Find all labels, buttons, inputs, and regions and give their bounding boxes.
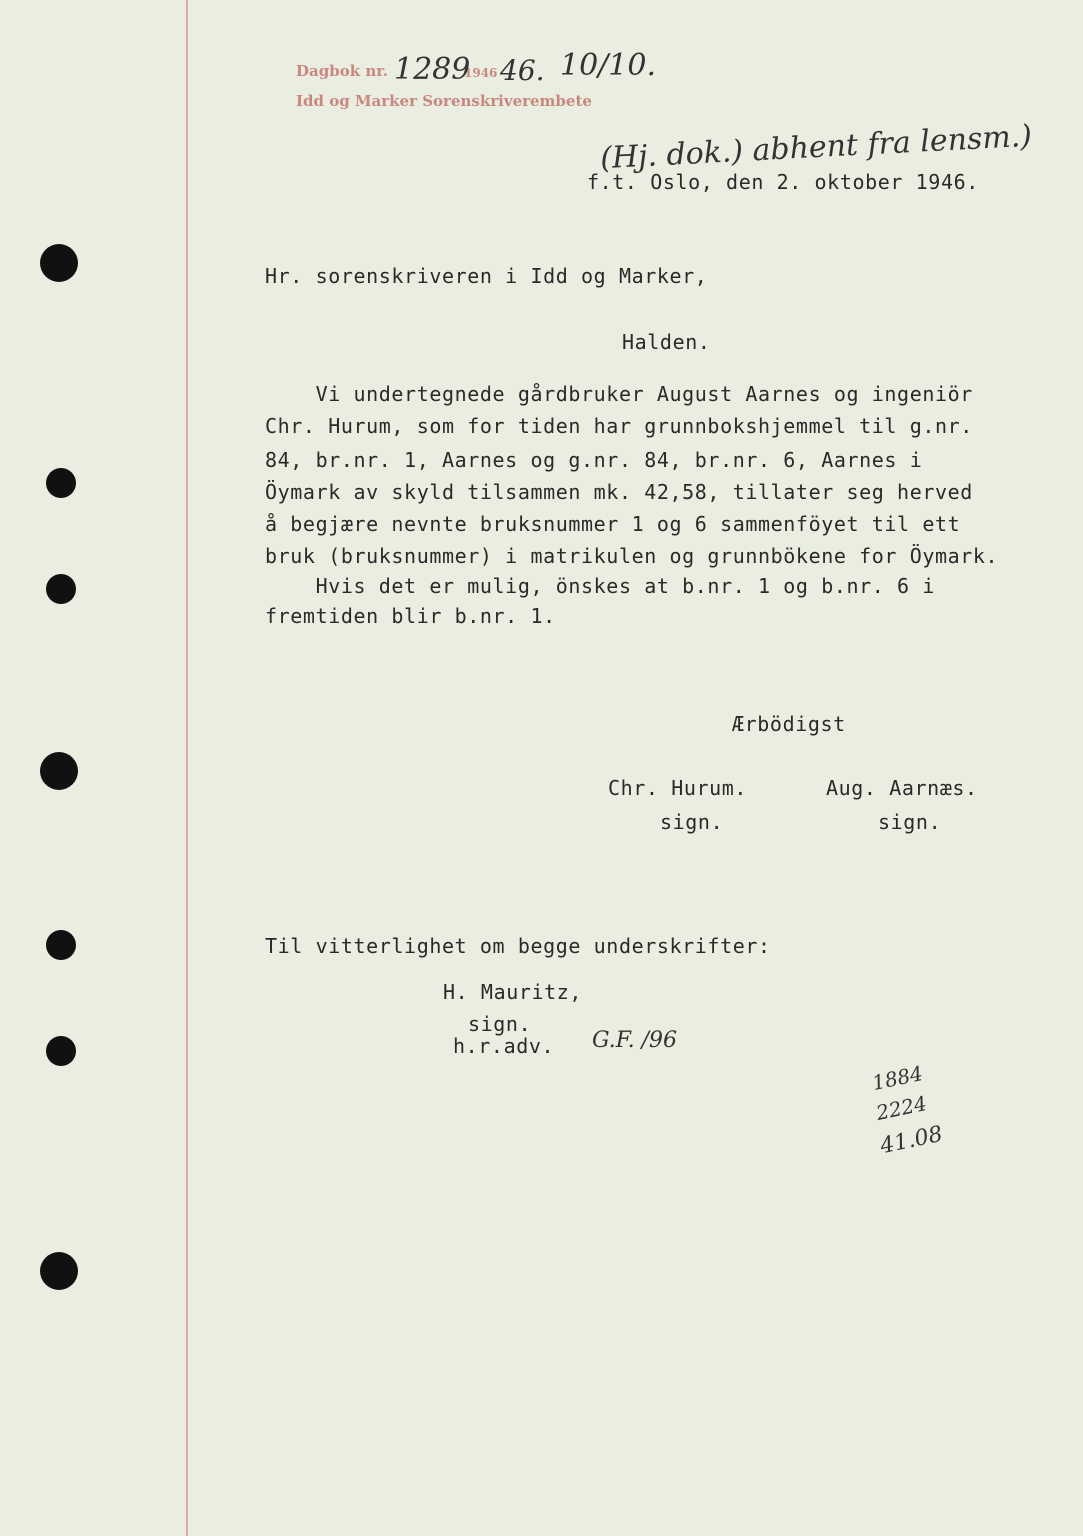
body-line-7: Hvis det er mulig, önskes at b.nr. 1 og b.nr. 6 i xyxy=(265,574,935,598)
handwritten-year-suffix: 46. xyxy=(500,54,545,87)
body-line-4: Öymark av skyld tilsammen mk. 42,58, tillater seg herved xyxy=(265,480,973,504)
body-line-2: Chr. Hurum, som for tiden har grunnbokshjemmel til g.nr. xyxy=(265,414,973,438)
handwritten-dagbok-number: 1289 xyxy=(394,52,471,87)
punch-hole-4 xyxy=(40,752,78,790)
punch-hole-2 xyxy=(46,468,76,498)
handwritten-initials: G.F. /96 xyxy=(592,1028,678,1053)
witness-intro: Til vitterlighet om begge underskrifter: xyxy=(265,934,771,958)
stamp-year: 1946 xyxy=(464,66,498,80)
witness-sign: sign. xyxy=(468,1012,532,1036)
punch-hole-7 xyxy=(40,1252,78,1290)
margin-note-line-1: 1884 xyxy=(870,1060,925,1096)
body-line-1: Vi undertegnede gårdbruker August Aarnes og ingeniör xyxy=(265,382,973,406)
address-line-2: Halden. xyxy=(622,330,711,354)
handwritten-annotation: (Hj. dok.) abhent fra lensm.) xyxy=(599,118,1033,177)
signer-1-name: Chr. Hurum. xyxy=(608,776,748,800)
stamp-office: Idd og Marker Sorenskriverembete xyxy=(296,92,592,110)
signer-1-sign: sign. xyxy=(660,810,724,834)
signer-2-sign: sign. xyxy=(878,810,942,834)
punch-hole-3 xyxy=(46,574,76,604)
body-line-8: fremtiden blir b.nr. 1. xyxy=(265,604,556,628)
place-date: f.t. Oslo, den 2. oktober 1946. xyxy=(587,170,979,194)
punch-hole-5 xyxy=(46,930,76,960)
closing: Ærbödigst xyxy=(732,712,846,736)
body-line-6: bruk (bruksnummer) i matrikulen og grunnbökene for Öymark. xyxy=(265,544,999,568)
address-line-1: Hr. sorenskriveren i Idd og Marker, xyxy=(265,264,708,288)
punch-hole-6 xyxy=(46,1036,76,1066)
witness-title: h.r.adv. xyxy=(453,1034,555,1058)
red-margin-line xyxy=(186,0,188,1536)
body-line-3: 84, br.nr. 1, Aarnes og g.nr. 84, br.nr. 6, Aarnes i xyxy=(265,448,923,472)
witness-name: H. Mauritz, xyxy=(443,980,583,1004)
margin-note-line-3: 41.08 xyxy=(878,1121,945,1160)
punch-hole-1 xyxy=(40,244,78,282)
signer-2-name: Aug. Aarnæs. xyxy=(826,776,978,800)
margin-note-line-2: 2224 xyxy=(874,1090,929,1126)
body-line-5: å begjære nevnte bruksnummer 1 og 6 sammenföyet til ett xyxy=(265,512,961,536)
handwritten-date: 10/10. xyxy=(560,48,656,83)
stamp-dagbok-label: Dagbok nr. xyxy=(296,62,388,80)
